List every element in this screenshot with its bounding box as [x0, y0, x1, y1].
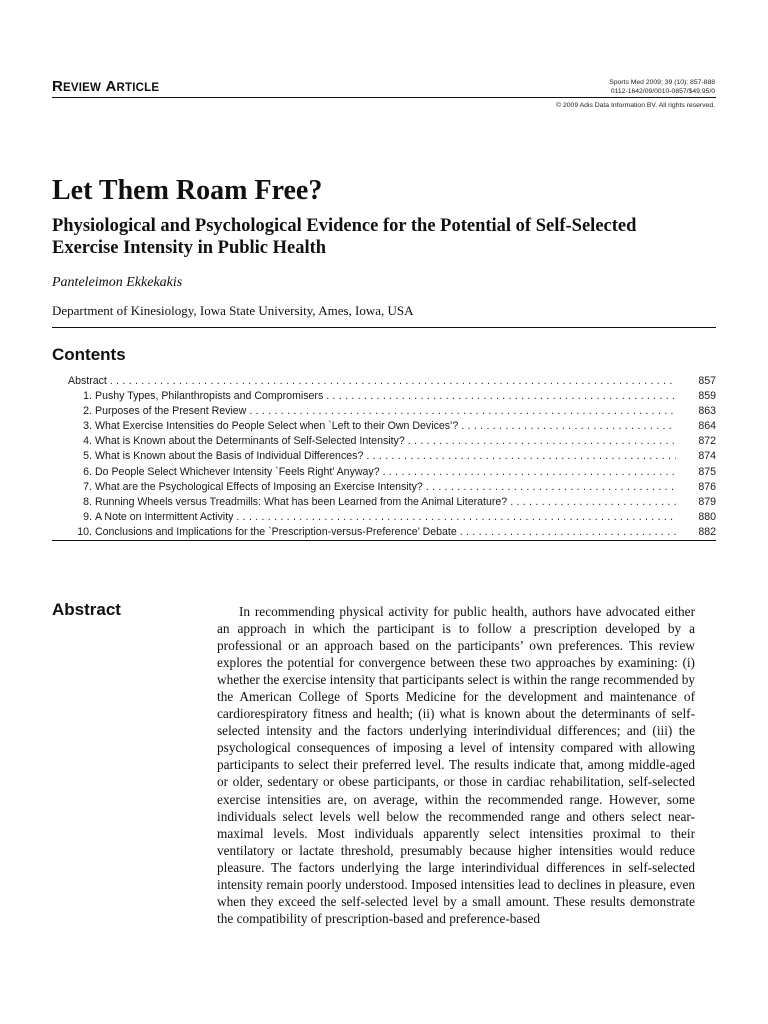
toc-entry-page: 880 — [698, 510, 716, 523]
toc-entry-title: Conclusions and Implications for the `Prescription-versus-Preference’ Debate — [95, 525, 457, 538]
toc-entry[interactable] — [52, 389, 716, 404]
toc-entry-page: 876 — [698, 480, 716, 493]
toc-entry-page: 864 — [698, 420, 716, 433]
toc-entry-title: What are the Psychological Effects of Imposing an Exercise Intensity? — [95, 480, 423, 493]
toc-leader-dots — [510, 495, 676, 510]
author-name: Panteleimon Ekkekakis — [52, 275, 183, 290]
toc-entry-page: 875 — [698, 465, 716, 478]
toc-leader-dots — [460, 525, 676, 540]
toc-leader-dots — [249, 404, 676, 419]
toc-entry[interactable] — [52, 404, 716, 419]
section-label-rest-1: EVIEW — [63, 82, 102, 94]
toc-leader-dots — [426, 480, 676, 495]
contents-bottom-divider — [52, 540, 716, 541]
toc-entry[interactable] — [52, 419, 716, 434]
toc-entry-title: Purposes of the Present Review — [95, 405, 247, 418]
toc-entry-number: 9. — [83, 510, 92, 523]
toc-entry[interactable] — [52, 495, 716, 510]
toc-entry[interactable] — [52, 465, 716, 480]
toc-entry-number: 1. — [83, 390, 92, 403]
toc-entry-number: 3. — [83, 420, 92, 433]
article-title: Let Them Roam Free? — [52, 175, 323, 206]
header-divider — [52, 97, 716, 98]
copyright-notice: © 2009 Adis Data Information BV. All rights reserved. — [556, 102, 715, 109]
toc-entry[interactable] — [52, 449, 716, 464]
toc-entry-page: 859 — [698, 390, 716, 403]
toc-entry-abstract[interactable] — [52, 374, 716, 389]
section-label-cap-1: R — [52, 78, 64, 95]
toc-entry-title: What Exercise Intensities do People Select when `Left to their Own Devices’? — [95, 420, 459, 433]
toc-entry-title: What is Known about the Basis of Individual Differences? — [95, 450, 364, 463]
toc-entry-number: 2. — [83, 405, 92, 418]
toc-entry[interactable] — [52, 434, 716, 449]
toc-entry-page: 879 — [698, 495, 716, 508]
author-affiliation: Department of Kinesiology, Iowa State University, Ames, Iowa, USA — [52, 303, 414, 318]
toc-leader-dots — [461, 419, 676, 434]
toc-leader-dots — [236, 510, 676, 525]
article-subtitle: Physiological and Psychological Evidence for the Potential of Self-Selected Exercise Intensity in Public Health — [52, 216, 637, 258]
contents-top-divider — [52, 327, 716, 328]
toc-entry[interactable] — [52, 525, 716, 540]
toc-entry-number: 6. — [83, 465, 92, 478]
section-label — [52, 78, 159, 95]
toc-entry-page: 857 — [698, 375, 716, 387]
toc-entry-number: 10. — [77, 525, 92, 538]
abstract-text: In recommending physical activity for public health, authors have advocated either an approach in which the participant is to follow a prescription developed by a professional or an approach based on the participants’ own preferences. This review explores the potential for convergence between these two approaches by examining: (i) whether the exercise intensity that participants select is within the range recommended by the American College of Sports Medicine for the development and maintenance of cardiorespiratory fitness and health; (ii) what is known about the determinants of self-selected intensity and the factors underlying interindividual differences; and (iii) the psychological consequences of imposing a level of intensity compared with allowing participants to select their preferred level. The results indicate that, among middle-aged or older, sedentary or obese participants, or those in cardiac rehabilitation, self-selected exercise intensities are, on average, within the recommended range. However, some individuals select levels well below the recommended range and others select near-maximal levels. Most individuals apparently select intensities proximal to their ventilatory or lactate threshold, presumably because higher intensities would reduce pleasure. The factors underlying the large interindividual differences in self-selected intensity remain poorly understood. Imposed intensities lead to declines in pleasure, even when they exceed the self-selected level by a small amount. These results demonstrate the compatibility of prescription-based and preference-based — [217, 604, 695, 926]
toc-leader-dots — [326, 389, 676, 404]
toc-leader-dots — [408, 434, 676, 449]
toc-entry-title: Abstract — [68, 375, 107, 387]
toc-entry-page: 872 — [698, 435, 716, 448]
toc-entry-title: Pushy Types, Philanthropists and Compromisers — [95, 390, 324, 403]
toc-entry-page: 874 — [698, 450, 716, 463]
toc-entry-title: What is Known about the Determinants of Self-Selected Intensity? — [95, 435, 405, 448]
toc-entry-number: 5. — [83, 450, 92, 463]
toc-leader-dots — [366, 449, 676, 464]
toc-entry[interactable] — [52, 510, 716, 525]
journal-citation-line: Sports Med 2009; 39 (10): 857-888 — [609, 79, 715, 86]
toc-entry-page: 882 — [698, 525, 716, 538]
journal-issn-line: 0112-1642/09/0010-0857/$49.95/0 — [610, 88, 715, 95]
section-label-rest-2: RTICLE — [116, 82, 160, 94]
toc-entry-number: 4. — [83, 435, 92, 448]
toc-leader-dots — [383, 465, 676, 480]
journal-citation — [609, 78, 715, 96]
section-label-cap-2: A — [105, 78, 117, 95]
abstract-heading: Abstract — [52, 600, 121, 619]
contents-heading: Contents — [52, 345, 126, 364]
table-of-contents — [52, 374, 716, 540]
toc-entry-title: Do People Select Whichever Intensity `Feels Right’ Anyway? — [95, 465, 380, 478]
toc-entry[interactable] — [52, 480, 716, 495]
toc-entry-title: Running Wheels versus Treadmills: What has been Learned from the Animal Literature? — [95, 495, 508, 508]
toc-entry-number: 8. — [83, 495, 92, 508]
toc-leader-dots — [110, 374, 676, 389]
toc-entry-page: 863 — [698, 405, 716, 418]
toc-entry-number: 7. — [83, 480, 92, 493]
toc-entry-title: A Note on Intermittent Activity — [95, 510, 234, 523]
